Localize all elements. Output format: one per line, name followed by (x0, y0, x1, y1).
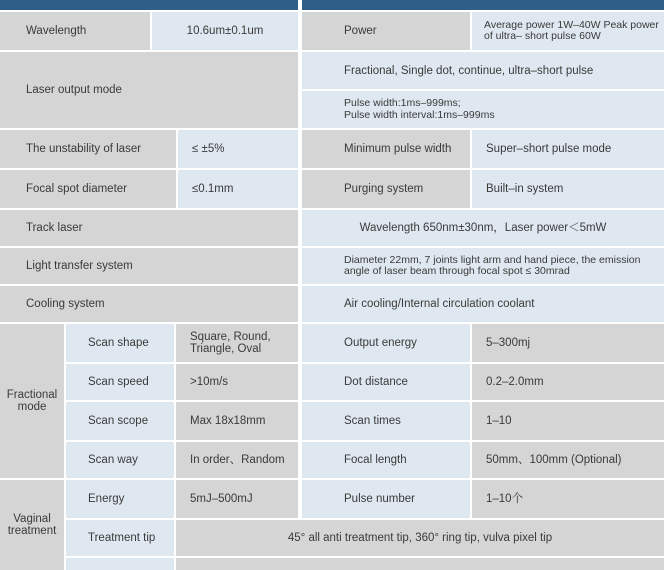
partial-row-value (176, 558, 664, 570)
value-minimum-pulse-width: Super–short pulse mode (472, 130, 664, 168)
header-bar-right (302, 0, 664, 10)
value-unstability: ≤ ±5% (178, 130, 298, 168)
value-output-mode-a: Fractional, Single dot, continue, ultra–short pulse (302, 52, 664, 89)
value-light-transfer: Diameter 22mm, 7 joints light arm and hand piece, the emission angle of laser beam through focal spot ≤ 30mrad (302, 248, 664, 284)
group-vaginal-treatment: Vaginal treatment (0, 480, 64, 570)
value-scan-scope: Max 18x18mm (176, 402, 298, 440)
value-power: Average power 1W–40W Peak power of ultra– short pulse 60W (472, 12, 664, 50)
header-bar-left (0, 0, 298, 10)
label-scan-times: Scan times (302, 402, 470, 440)
value-cooling-system: Air cooling/Internal circulation coolant (302, 286, 664, 322)
label-scan-shape: Scan shape (66, 324, 174, 362)
partial-row-label (66, 558, 174, 570)
label-light-transfer: Light transfer system (0, 248, 298, 284)
value-scan-way: In order、Random (176, 442, 298, 478)
label-cooling-system: Cooling system (0, 286, 298, 322)
label-laser-output-mode: Laser output mode (0, 52, 298, 128)
label-minimum-pulse-width: Minimum pulse width (302, 130, 470, 168)
label-unstability: The unstability of laser (0, 130, 176, 168)
value-wavelength: 10.6um±0.1um (152, 12, 298, 50)
value-output-mode-b: Pulse width:1ms–999ms; Pulse width interval:1ms–999ms (302, 91, 664, 128)
value-energy: 5mJ–500mJ (176, 480, 298, 518)
value-scan-times: 1–10 (472, 402, 664, 440)
label-focal-length: Focal length (302, 442, 470, 478)
label-output-energy: Output energy (302, 324, 470, 362)
label-wavelength: Wavelength (0, 12, 150, 50)
label-focal-spot: Focal spot diameter (0, 170, 176, 208)
value-track-laser: Wavelength 650nm±30nm，Laser power＜5mW (302, 210, 664, 246)
value-scan-speed: >10m/s (176, 364, 298, 400)
value-pulse-number: 1–10个 (472, 480, 664, 518)
value-purging-system: Built–in system (472, 170, 664, 208)
label-scan-speed: Scan speed (66, 364, 174, 400)
value-focal-length: 50mm、100mm (Optional) (472, 442, 664, 478)
label-dot-distance: Dot distance (302, 364, 470, 400)
value-output-energy: 5–300mj (472, 324, 664, 362)
label-pulse-number: Pulse number (302, 480, 470, 518)
value-scan-shape: Square, Round, Triangle, Oval (176, 324, 298, 362)
value-treatment-tip: 45° all anti treatment tip, 360° ring tip, vulva pixel tip (176, 520, 664, 556)
label-purging-system: Purging system (302, 170, 470, 208)
value-focal-spot: ≤0.1mm (178, 170, 298, 208)
label-scan-scope: Scan scope (66, 402, 174, 440)
value-dot-distance: 0.2–2.0mm (472, 364, 664, 400)
label-treatment-tip: Treatment tip (66, 520, 174, 556)
label-scan-way: Scan way (66, 442, 174, 478)
label-energy: Energy (66, 480, 174, 518)
label-power: Power (302, 12, 470, 50)
label-track-laser: Track laser (0, 210, 298, 246)
group-fractional-mode: Fractional mode (0, 324, 64, 478)
